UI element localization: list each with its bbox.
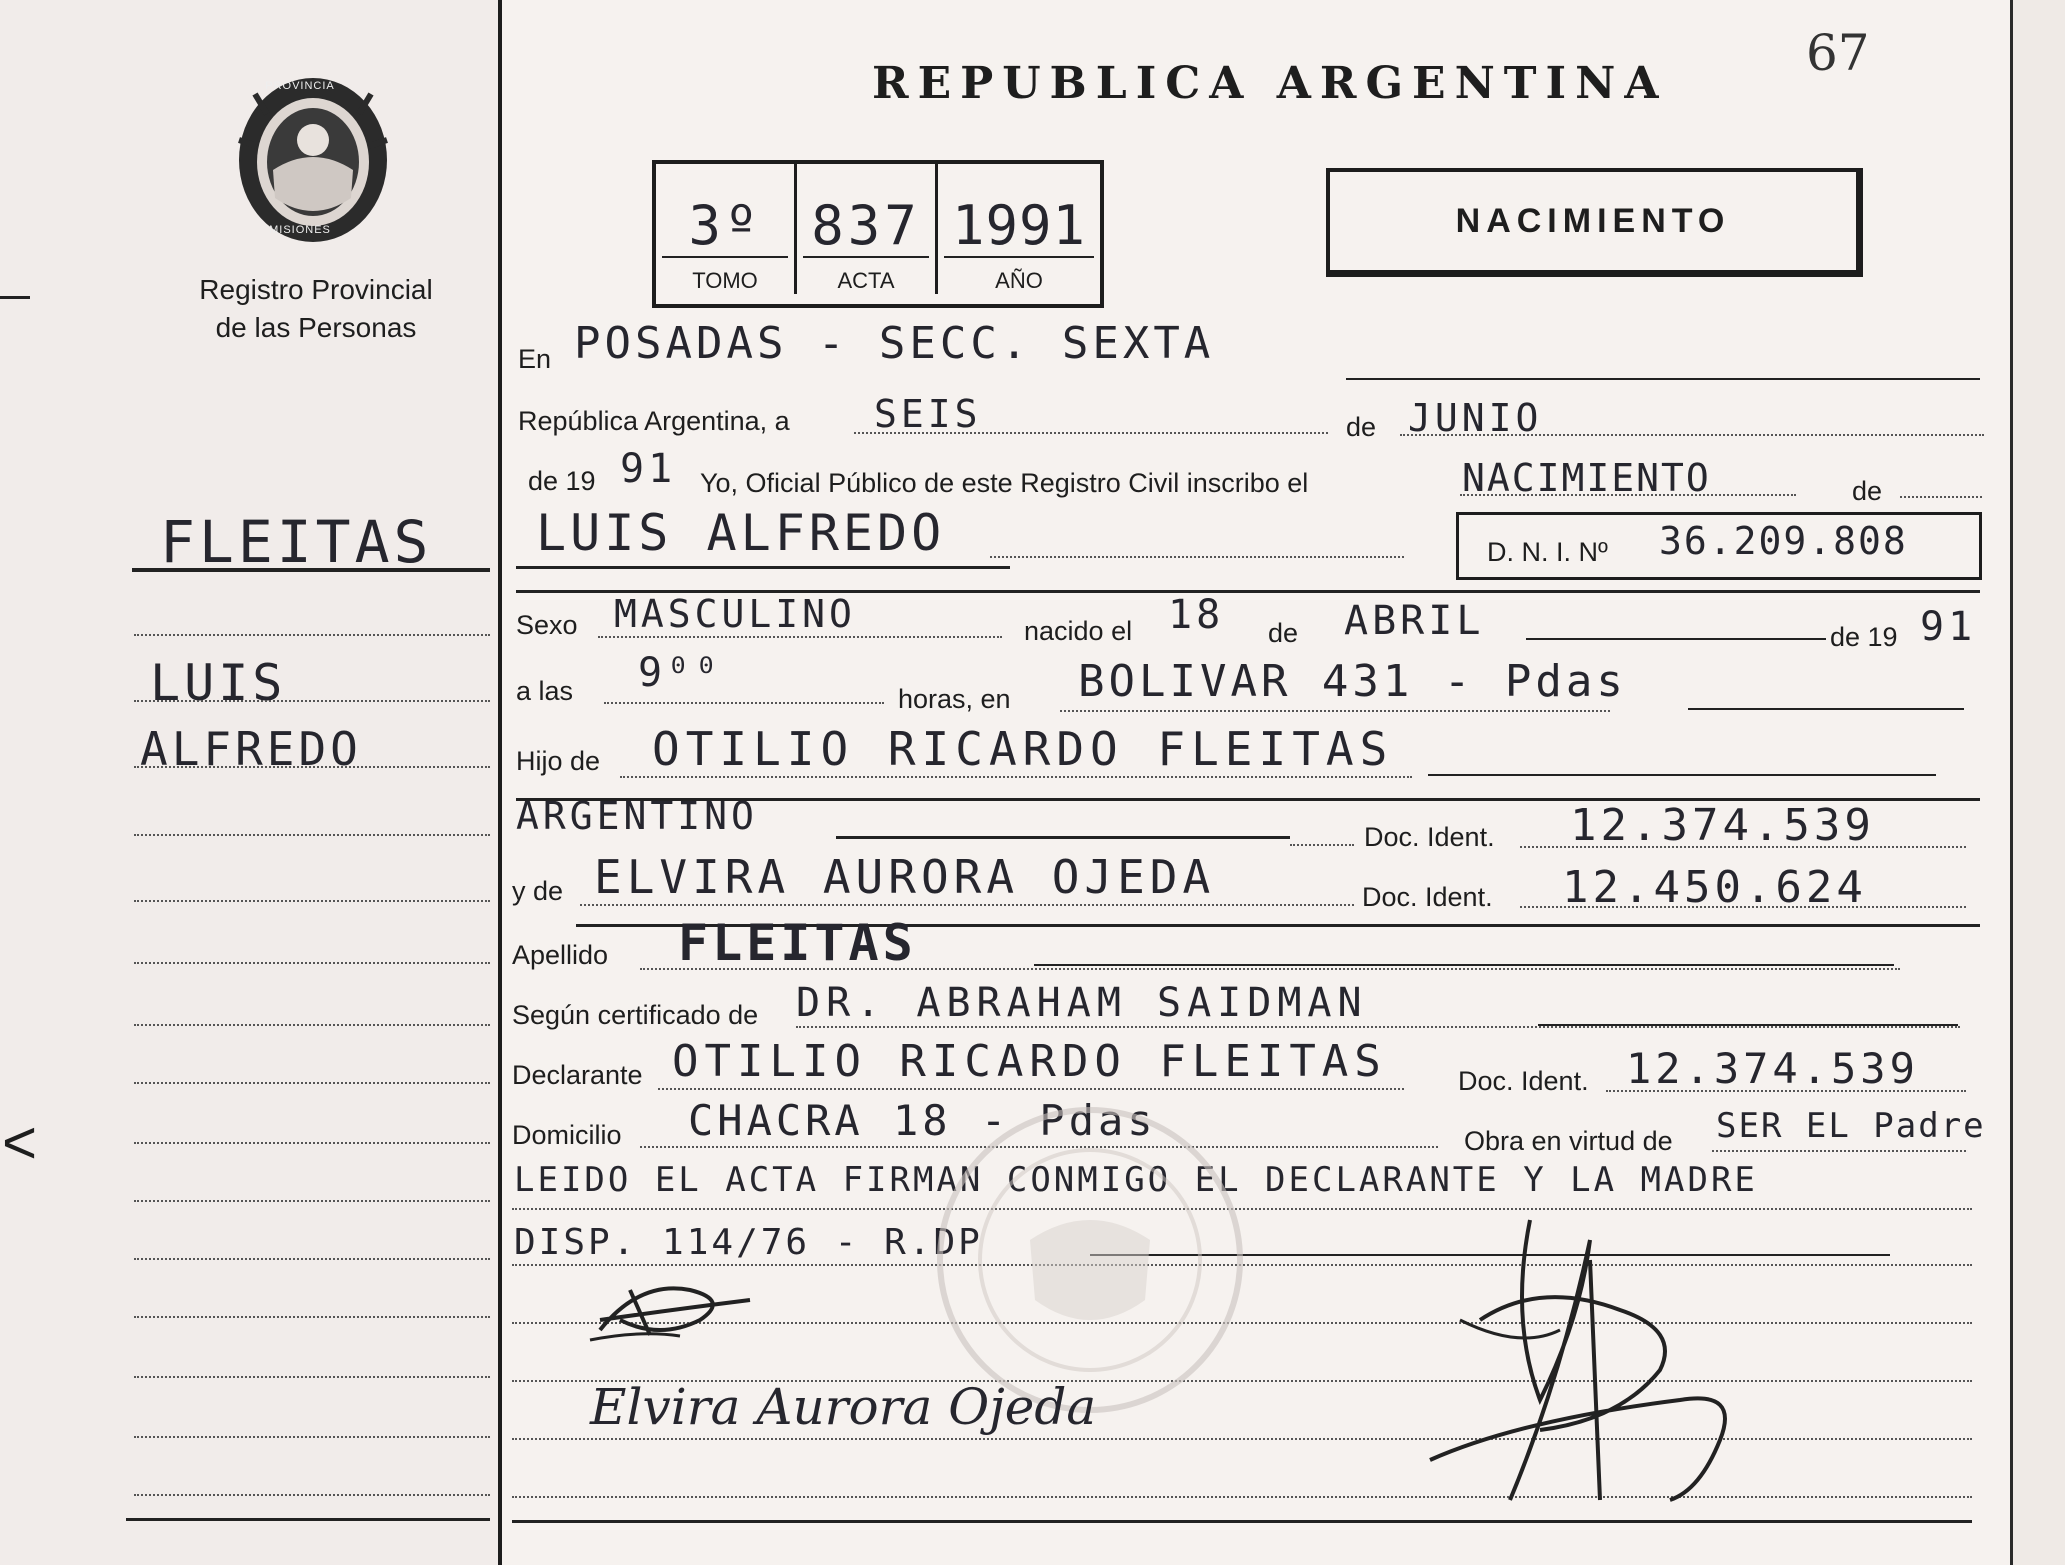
- margin-line: [134, 900, 490, 902]
- anio-label: AÑO: [995, 268, 1043, 293]
- coat-of-arms-icon: [233, 74, 393, 244]
- margin-line: [134, 1142, 490, 1144]
- line-nacionalidad: [836, 836, 1290, 839]
- value-anio-nacimiento: 91: [1920, 604, 1977, 650]
- value-tipo: NACIMIENTO: [1462, 456, 1711, 500]
- label-de-2: de: [1852, 476, 1883, 506]
- signature-official-mark-icon: [580, 1260, 770, 1350]
- value-dia-inscripcion: SEIS: [874, 392, 982, 436]
- margin-line: [134, 700, 490, 702]
- value-nombre: LUIS ALFREDO: [536, 504, 946, 562]
- margin-tick-mark: [0, 296, 30, 299]
- line-lugar: [1346, 378, 1980, 380]
- label-doc-ident-declarante: Doc. Ident.: [1458, 1066, 1589, 1096]
- label-de-19: de 19: [528, 466, 596, 496]
- value-obra-en-virtud: SER EL Padre: [1716, 1106, 1986, 1146]
- page-number: 67: [1806, 24, 1870, 82]
- label-doc-ident-padre: Doc. Ident.: [1364, 822, 1495, 852]
- value-dia-nacimiento: 18: [1168, 592, 1225, 638]
- margin-surname: FLEITAS: [160, 508, 433, 576]
- line-padre: [620, 776, 1412, 778]
- label-sexo: Sexo: [516, 610, 578, 640]
- line-madre: [580, 904, 1354, 906]
- value-sexo: MASCULINO: [614, 592, 856, 636]
- seal-text-bottom: MISIONES: [269, 224, 331, 236]
- label-de-1: de: [1346, 412, 1377, 442]
- tomo-rule: [662, 256, 788, 258]
- line-lugar-nacimiento-end: [1688, 708, 1964, 710]
- line-medico-end: [1538, 1024, 1958, 1026]
- country-title: REPUBLICA ARGENTINA: [872, 58, 1668, 109]
- margin-line: [134, 834, 490, 836]
- margin-given-name-1: LUIS: [150, 654, 287, 712]
- label-de-3: de: [1268, 618, 1299, 648]
- label-y-de: y de: [512, 876, 564, 906]
- line-mes-inscripcion: [1400, 434, 1984, 436]
- document-type-box: [1326, 168, 1863, 277]
- margin-divider: [498, 0, 502, 1565]
- tomo-label: TOMO: [692, 268, 758, 293]
- value-hora: 9⁰⁰: [638, 650, 723, 696]
- acta-label: ACTA: [837, 268, 895, 293]
- line-nombre: [990, 556, 1404, 558]
- line-tipo: [1460, 494, 1796, 496]
- margin-line: [134, 634, 490, 636]
- margin-line: [134, 1024, 490, 1026]
- tomo-cell: [656, 164, 797, 294]
- label-horas-en: horas, en: [898, 684, 1011, 714]
- line-mes-nacimiento: [1526, 638, 1826, 640]
- dni-box: [1456, 512, 1982, 580]
- value-apellido: FLEITAS: [678, 914, 917, 972]
- value-madre: ELVIRA AURORA OJEDA: [594, 850, 1216, 904]
- label-dni: D. N. I. Nº: [1487, 537, 1608, 567]
- margin-line: [134, 766, 490, 768]
- value-padre: OTILIO RICARDO FLEITAS: [652, 722, 1394, 776]
- line-nombre-underline: [516, 566, 1010, 569]
- anio-cell: [938, 164, 1100, 294]
- label-doc-ident-madre: Doc. Ident.: [1362, 882, 1493, 912]
- acta-cell: [797, 164, 938, 294]
- line-dia-inscripcion: [854, 432, 1328, 434]
- value-lugar-nacimiento: BOLIVAR 431 - Pdas: [1078, 656, 1627, 707]
- label-hijo-de: Hijo de: [516, 746, 601, 776]
- line-doc-padre: [1520, 846, 1966, 848]
- margin-line: [134, 1376, 490, 1378]
- value-mes-inscripcion: JUNIO: [1408, 396, 1543, 440]
- label-declarante: Declarante: [512, 1060, 643, 1090]
- value-firma-madre: Elvira Aurora Ojeda: [590, 1378, 1097, 1436]
- value-medico: DR. ABRAHAM SAIDMAN: [796, 980, 1368, 1026]
- acta-rule: [803, 256, 929, 258]
- value-observacion-1: LEIDO EL ACTA FIRMAN CONMIGO EL DECLARANTE Y LA MADRE: [514, 1160, 1758, 1200]
- anio-value: 1991: [951, 194, 1087, 257]
- line-sexo: [598, 636, 1002, 638]
- signature-registrar-icon: [1420, 1200, 1760, 1530]
- label-yo-oficial: Yo, Oficial Público de este Registro Civil inscribo el: [700, 468, 1309, 498]
- value-observacion-2: DISP. 114/76 - R.DP: [514, 1222, 983, 1263]
- line-apellido-end: [1034, 964, 1894, 966]
- line-tipo-end: [1900, 496, 1982, 498]
- margin-bottom-rule: [126, 1518, 490, 1521]
- value-anio-inscripcion: 91: [620, 446, 677, 492]
- margin-surname-rule: [132, 568, 490, 572]
- value-doc-padre: 12.374.539: [1570, 800, 1875, 851]
- margin-line: [134, 1258, 490, 1260]
- registry-name-line1: Registro Provincial: [199, 274, 433, 305]
- label-nacido-el: nacido el: [1024, 616, 1133, 646]
- line-doc-declarante: [1606, 1090, 1966, 1092]
- seal-text-top: PROVINCIA: [265, 80, 335, 92]
- label-en: En: [518, 344, 552, 374]
- label-apellido: Apellido: [512, 940, 609, 970]
- value-doc-madre: 12.450.624: [1562, 862, 1867, 913]
- margin-line: [134, 1436, 490, 1438]
- margin-given-name-2: ALFREDO: [140, 722, 362, 776]
- line-lugar-nacimiento: [1060, 710, 1610, 712]
- label-obra: Obra en virtud de: [1464, 1126, 1673, 1156]
- line-hora: [604, 702, 884, 704]
- margin-line: [134, 1316, 490, 1318]
- document-type-title: NACIMIENTO: [1455, 202, 1731, 240]
- label-republica: República Argentina, a: [518, 406, 790, 436]
- line-doc-madre: [1520, 906, 1966, 908]
- value-dni: 36.209.808: [1659, 519, 1908, 563]
- tomo-value: 3º: [688, 194, 762, 257]
- label-domicilio: Domicilio: [512, 1120, 622, 1150]
- value-domicilio: CHACRA 18 - Pdas: [688, 1096, 1157, 1145]
- value-doc-declarante: 12.374.539: [1626, 1044, 1919, 1093]
- label-a-las: a las: [516, 676, 574, 706]
- margin-line: [134, 1082, 490, 1084]
- line-nacionalidad-end: [1290, 844, 1354, 846]
- margin-arrow-mark: <: [2, 1109, 38, 1176]
- line-obra: [1712, 1150, 1966, 1152]
- right-edge-strip: [2013, 0, 2065, 1565]
- margin-line: [134, 962, 490, 964]
- line-padre-end: [1428, 774, 1936, 776]
- label-de-19-b: de 19: [1830, 622, 1898, 652]
- value-nacionalidad-padre: ARGENTINO: [516, 794, 758, 838]
- line-medico: [796, 1026, 1960, 1028]
- margin-line: [134, 1494, 490, 1496]
- record-box: [652, 160, 1104, 308]
- anio-rule: [944, 256, 1094, 258]
- value-lugar: POSADAS - SECC. SEXTA: [574, 318, 1215, 369]
- acta-value: 837: [811, 194, 921, 257]
- value-declarante: OTILIO RICARDO FLEITAS: [672, 1036, 1387, 1087]
- label-segun: Según certificado de: [512, 1000, 759, 1030]
- margin-line: [134, 1200, 490, 1202]
- value-mes-nacimiento: ABRIL: [1344, 598, 1485, 644]
- registry-name-line2: de las Personas: [215, 312, 417, 343]
- line-apellido: [640, 968, 1900, 970]
